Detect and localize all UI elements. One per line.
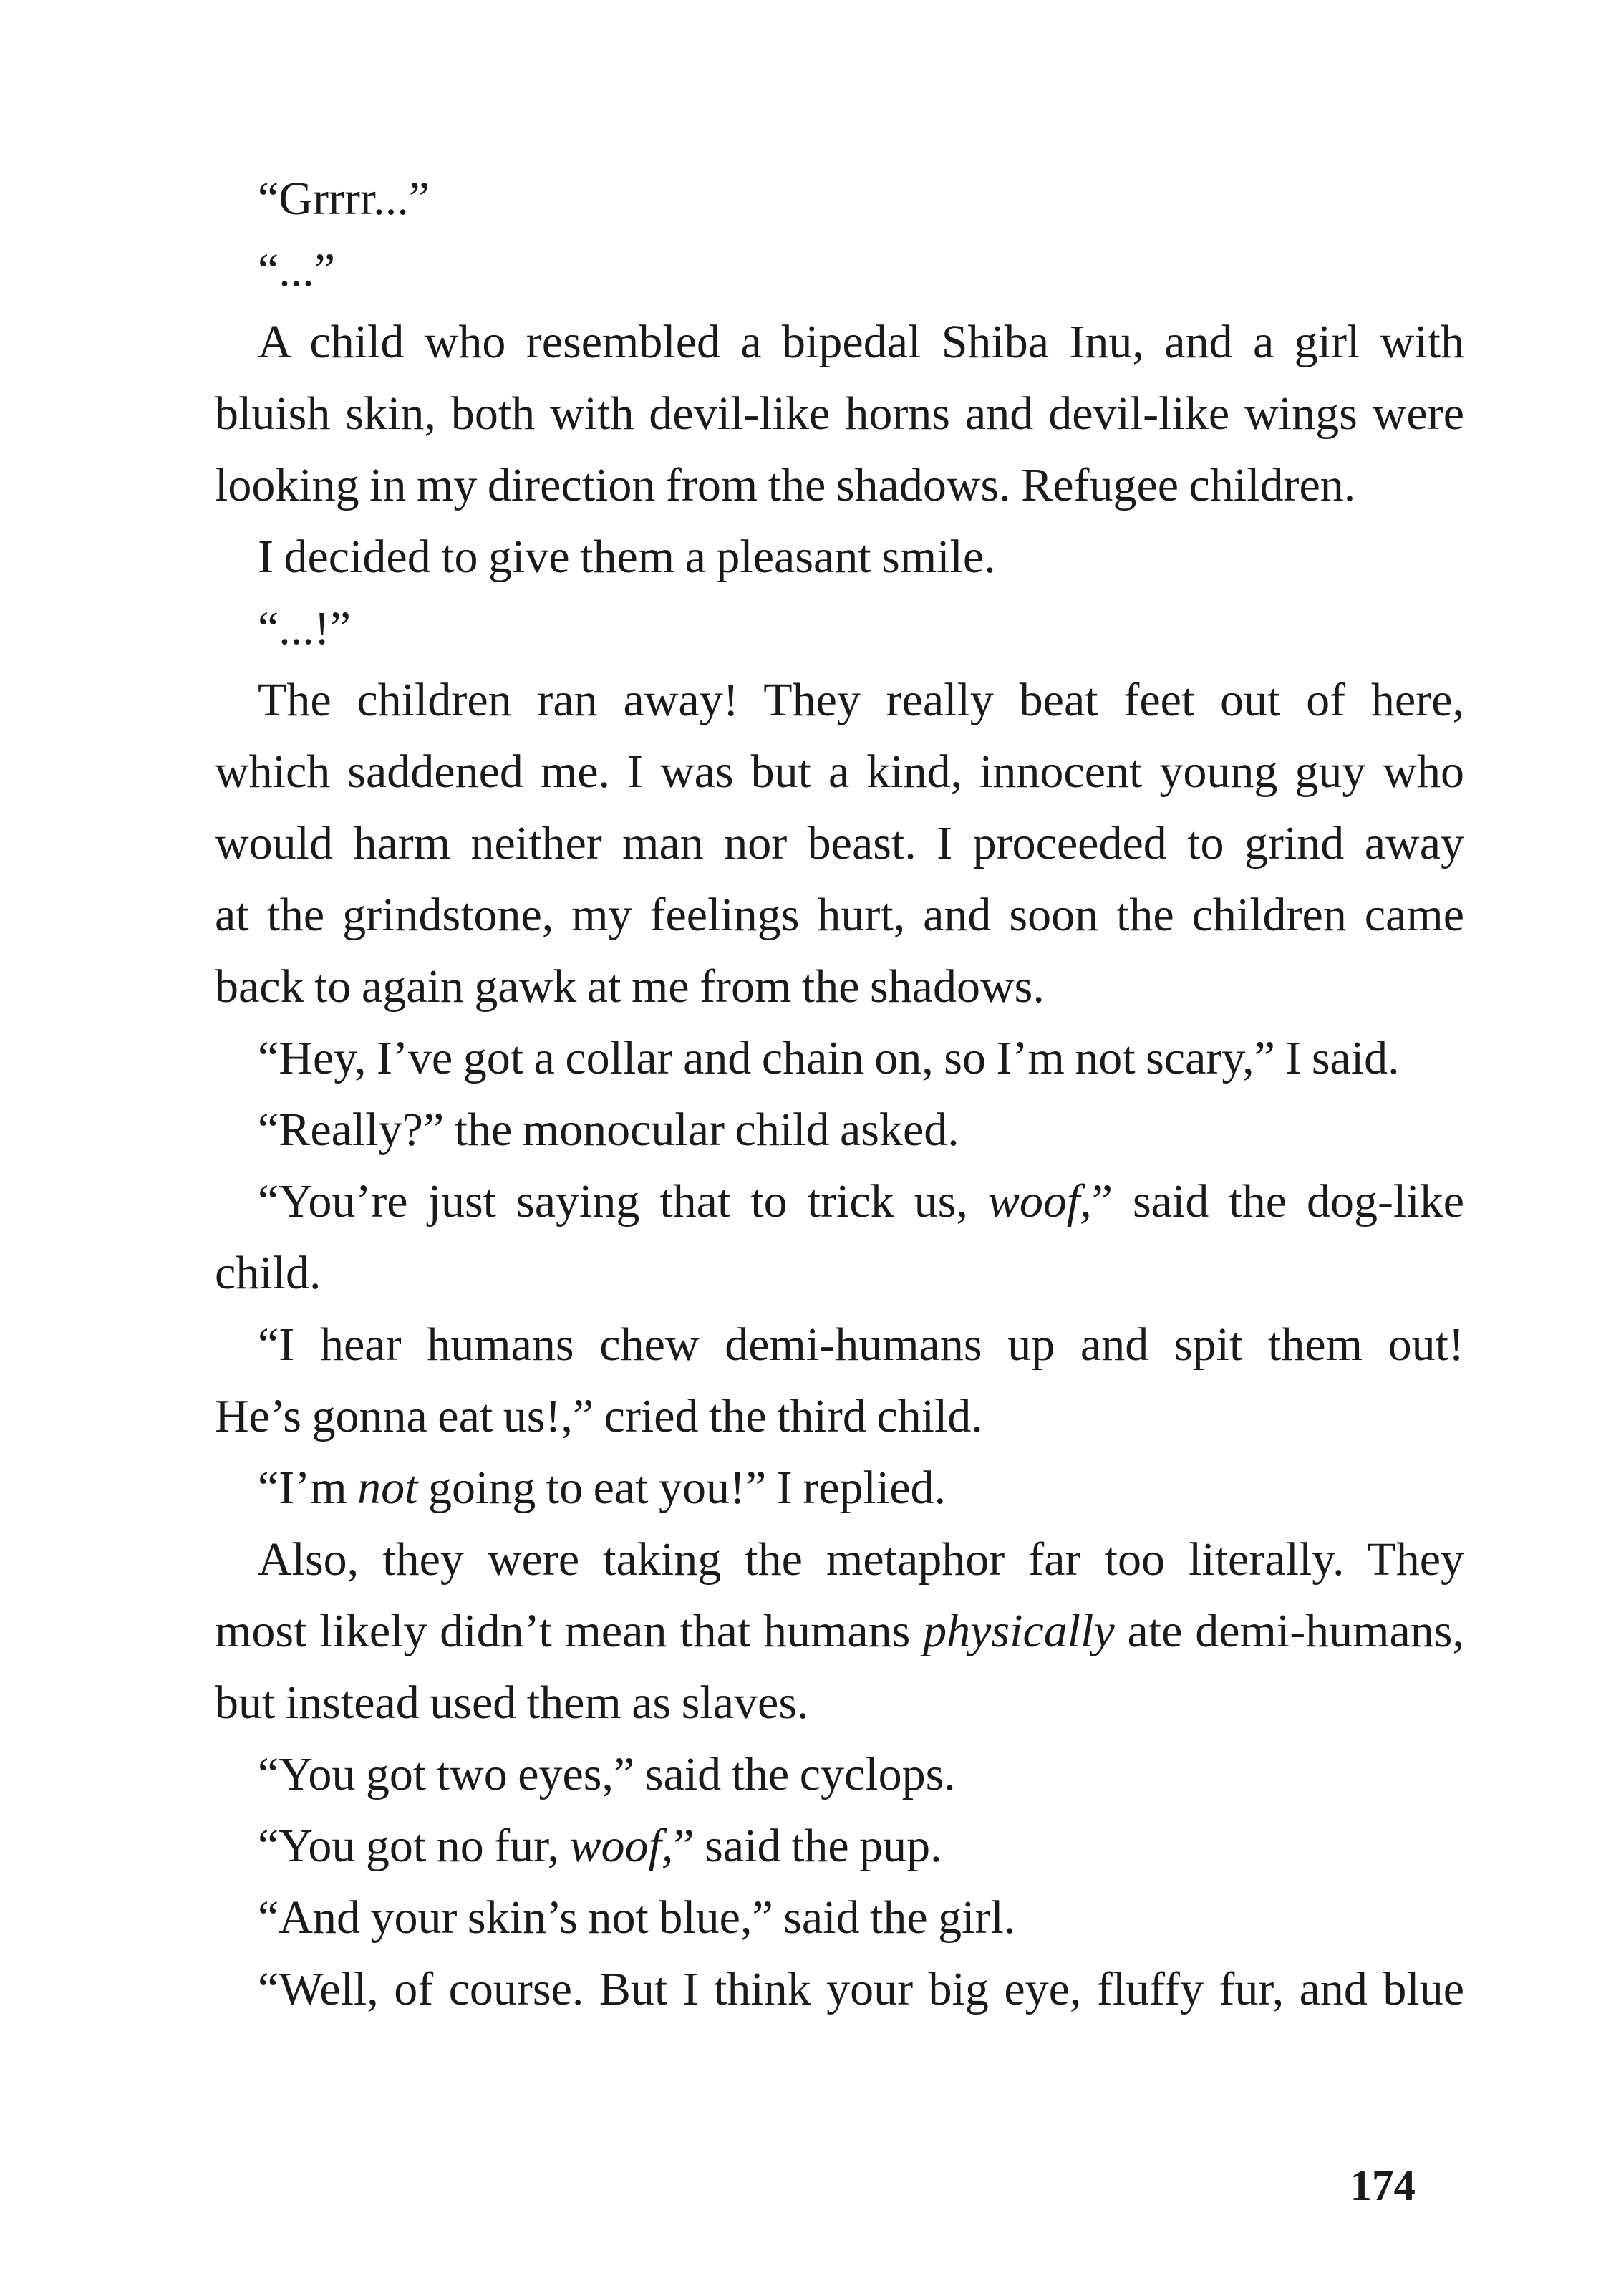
text-segment: child. bbox=[215, 1247, 321, 1299]
italic-text-segment: woof, bbox=[987, 1175, 1092, 1227]
text-line bbox=[215, 1166, 1464, 1238]
text-line bbox=[215, 235, 1464, 307]
text-segment: back to again gawk at me from the shadows. bbox=[215, 960, 1045, 1013]
text-segment: at the grindstone, my feelings hurt, and soon the children came bbox=[215, 889, 1464, 941]
text-segment: most likely didn’t mean that humans bbox=[215, 1605, 924, 1657]
text-line bbox=[215, 163, 1464, 235]
text-segment: bluish skin, both with devil-like horns and devil-like wings were bbox=[215, 387, 1464, 440]
italic-text-segment: woof, bbox=[569, 1820, 674, 1872]
text-line bbox=[215, 450, 1464, 521]
text-segment: The children ran away! They really beat feet out of here, bbox=[258, 674, 1464, 726]
text-segment: but instead used them as slaves. bbox=[215, 1677, 809, 1729]
text-segment: ” said the dog-like bbox=[1091, 1175, 1464, 1227]
text-line bbox=[215, 378, 1464, 450]
text-line bbox=[215, 1596, 1464, 1667]
text-segment: would harm neither man nor beast. I proceeded to grind away bbox=[215, 817, 1464, 869]
text-line bbox=[215, 1739, 1464, 1810]
text-segment: “...!” bbox=[258, 602, 352, 655]
text-segment: “You’re just saying that to trick us, bbox=[258, 1175, 988, 1227]
text-line bbox=[215, 951, 1464, 1023]
text-segment: “I hear humans chew demi-humans up and spit them out! bbox=[258, 1318, 1464, 1371]
text-segment: ” said the pup. bbox=[673, 1820, 942, 1872]
text-line bbox=[215, 1810, 1464, 1882]
text-segment: I decided to give them a pleasant smile. bbox=[258, 531, 996, 583]
text-segment: “...” bbox=[258, 244, 336, 296]
text-line bbox=[215, 1452, 1464, 1524]
text-segment: looking in my direction from the shadows. Refugee children. bbox=[215, 459, 1356, 511]
text-segment: going to eat you!” I replied. bbox=[417, 1462, 947, 1514]
italic-text-segment: not bbox=[357, 1462, 418, 1514]
text-segment: “And your skin’s not blue,” said the girl. bbox=[258, 1891, 1016, 1944]
text-segment: Also, they were taking the metaphor far too literally. They bbox=[258, 1533, 1464, 1586]
text-line bbox=[215, 808, 1464, 879]
text-segment: which saddened me. I was but a kind, innocent young guy who bbox=[215, 746, 1464, 798]
text-segment: “Hey, I’ve got a collar and chain on, so I’m not scary,” I said. bbox=[258, 1032, 1400, 1084]
text-segment: “Really?” the monocular child asked. bbox=[258, 1104, 959, 1156]
text-line bbox=[215, 593, 1464, 665]
body-text bbox=[215, 163, 1464, 2025]
text-line bbox=[215, 736, 1464, 808]
text-line bbox=[215, 665, 1464, 736]
text-line bbox=[215, 307, 1464, 378]
text-line bbox=[215, 1954, 1464, 2025]
text-segment: “Well, of course. But I think your big eye, fluffy fur, and blue bbox=[258, 1963, 1464, 2015]
text-line bbox=[215, 1023, 1464, 1094]
text-line bbox=[215, 1094, 1464, 1166]
text-segment: ate demi-humans, bbox=[1114, 1605, 1464, 1657]
text-line bbox=[215, 521, 1464, 593]
italic-text-segment: physically bbox=[923, 1605, 1115, 1657]
text-segment: “You got no fur, bbox=[258, 1820, 570, 1872]
text-segment: “Grrrr...” bbox=[258, 173, 430, 225]
text-line bbox=[215, 1524, 1464, 1596]
page-number: 174 bbox=[1350, 2162, 1416, 2210]
text-line bbox=[215, 1238, 1464, 1309]
text-segment: “I’m bbox=[258, 1462, 358, 1514]
text-segment: He’s gonna eat us!,” cried the third child. bbox=[215, 1390, 983, 1442]
text-line bbox=[215, 1667, 1464, 1739]
text-segment: “You got two eyes,” said the cyclops. bbox=[258, 1748, 956, 1800]
text-segment: A child who resembled a bipedal Shiba Inu, and a girl with bbox=[258, 316, 1464, 368]
text-line bbox=[215, 1381, 1464, 1452]
text-line bbox=[215, 1882, 1464, 1954]
text-line bbox=[215, 879, 1464, 951]
text-line bbox=[215, 1309, 1464, 1381]
